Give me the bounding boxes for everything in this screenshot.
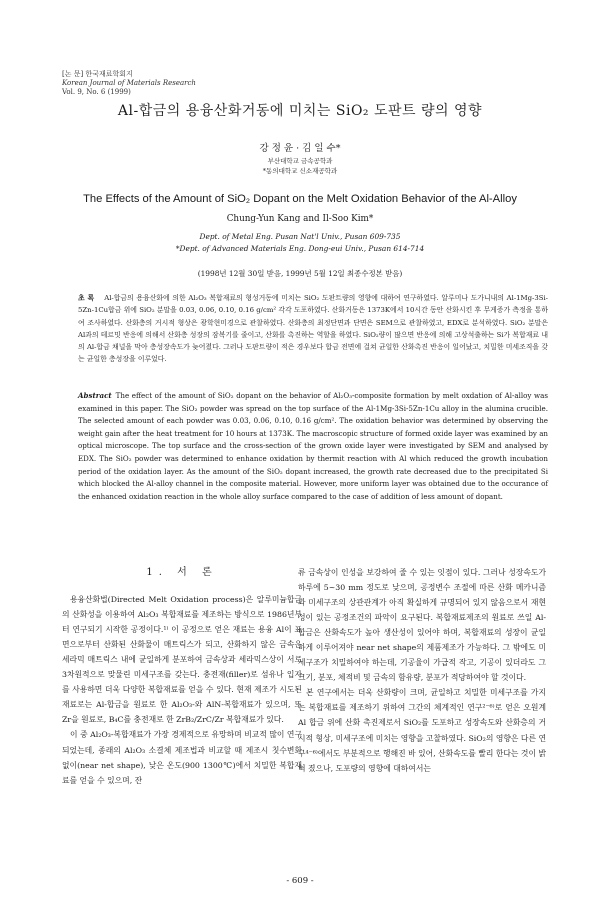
korean-authors: 강 정 윤 · 김 일 수* (259, 143, 341, 154)
english-abstract-text: The effect of the amount of SiO₂ dopant on the behavior of Al₂O₃-composite formation by melt oxdation of Al-alloy was examined in this paper. The SiO₂ powder was spread on the top surface of the Al-1Mg-3Si-5Zn-1Cu alloy in the alumina crucible. The selected amount of each powder was 0.03, 0.06, 0.10, 0.16 g/cm². The oxidation behavior was determined by observing the weight gain after the heat treatment for 10 hours at 1373K. The macroscopic structure of formed oxide layer was examined by an optical microscope. The top surface and the cross-section of the grown oxide layer were investigated by SEM and analysed by EDX. The SiO₂ powder was determined to enhance oxidation by thermit reaction with Al which reduced the growth incubation period of the oxidation layer. As the amount of the SiO₂ dopant increased, the growth rate decreased due to the precipitated Si which blocked the Al-alloy channel in the composite material. However, more uniform layer was obtained due to the occurance of the enhanced oxidation reaction in the whole alloy surface compared to the case of addition of less amount of dopant. (78, 391, 548, 501)
journal-english-name: Korean Journal of Materials Research (62, 79, 196, 87)
korean-affiliation-2: *동의대학교 신소재공학과 (262, 167, 338, 175)
korean-abstract (78, 292, 548, 366)
english-authors: Chung-Yun Kang and Il-Soo Kim* (226, 214, 374, 224)
received-dates: (1998년 12월 30일 받음, 1999년 5월 12일 최종수정본 받음) (197, 269, 403, 278)
body-right-column (298, 565, 546, 776)
korean-title: Al-합금의 용융산화거동에 미치는 SiO₂ 도판트 량의 영향 (117, 103, 483, 119)
journal-korean-name: [논 문] 한국재료학회지 (62, 70, 133, 78)
body-paragraph: 류 금속상이 인성을 보강하여 줄 수 있는 잇점이 있다. 그러나 성장속도가 하루에 5~30 mm 정도로 낮으며, 공정변수 조절에 따른 산화 메카니즘과 미세구조의 상관관계가 아직 확실하게 규명되어 있지 않음으로서 재현성이 있는 공정조건의 파악이 요구된다. 복합재료제조의 원료로 쓰일 Al-합금은 산화속도가 높아 생산성이 있어야 하며, 복합재료의 성장이 균일하게 이루어져야 near net shape의 제품제조가 가능하다. 그 밖에도 미세구조가 치밀하여야 하는데, 기공율이 가급적 작고, 기공이 있더라도 그 크기, 분포, 체적비 및 금속의 함유량, 분포가 적당하여야 할 것이다. (298, 568, 546, 683)
english-affiliation-1: Dept. of Metal Eng. Pusan Nat'l Univ., Pusan 609-735 (199, 232, 401, 241)
korean-abstract-text: Al-합금의 용융산화에 의한 Al₂O₃ 복합재료의 형성거동에 미치는 SiO₂ 도판트량의 영향에 대하여 연구하였다. 알루미나 도가니내의 Al-1Mg-3Si-5Zn-1Cu합금 위에 SiO₂ 분말을 0.03, 0.06, 0.10, 0.16 g/cm² 각각 도포하였다. 산화거동은 1373K에서 10시간 동안 산화시킨 후 무게증가 측정을 통하여 조사하였다. 산화층의 거시적 형상은 광학현미경으로 관찰하였다. 산화층의 최정단면과 단면은 SEM으로 관찰하였고, EDX로 분석하였다. SiO₂ 분말은 Al과의 테르밋 반응에 의해서 산화층 성장의 잠복기를 줄이고, 산화를 촉진하는 역할을 하였다. SiO₂량이 많으면 반응에 의해 고상석출하는 Si가 복합재료 내의 Al-합금 채널을 막아 층성장속도가 늦어졌다. 그러나 도판트량이 적은 경우보다 합금 전면에 걸쳐 균일한 산화촉진 반응이 일어났고, 치밀한 미세조직을 갖는 균일한 층성장을 이루었다. (78, 294, 548, 364)
english-affiliations (0, 231, 600, 255)
page-number: - 609 - (286, 876, 314, 886)
body-paragraph: 이 중 Al₂O₃-복합재료가 가장 경제적으로 유망하며 비교적 많이 연구되었는데, 종래의 Al₂O₃ 소결체 제조법과 비교할 때 제조시 칫수변화 없이(near net shape), 낮은 온도(900 1300℃)에서 치밀한 복합재료를 얻을 수 있으며, 잔 (62, 730, 302, 785)
journal-volume: Vol. 9, No. 6 (1999) (62, 88, 131, 96)
korean-affiliations (0, 156, 600, 176)
english-abstract-label: Abstract (78, 391, 112, 400)
korean-affiliation-1: 부산대학교 금속공학과 (267, 157, 333, 165)
section-heading-introduction: 1. 서 론 (146, 567, 218, 578)
body-paragraph: 용융산화법(Directed Melt Oxidation process)은 알루미늄합금의 산화성을 이용하여 Al₂O₃ 복합재료를 제조하는 방식으로 1986년부터 연구되기 시작한 공정이다.¹⁾ 이 공정으로 얻은 재료는 용융 Al이 표면으로부터 산화된 산화물이 매트릭스가 되고, 산화하지 않은 금속은 세라믹 매트릭스 내에 균일하게 분포하여 금속상과 세라믹스상이 서로 3차원적으로 맞물린 미세구조를 갖는다. 충전재(filler)로 섬유나 입자를 사용하면 더욱 다양한 복합재료를 얻을 수 있다. 현재 제조가 시도된 재료로는 Al-합금을 원료로 한 Al₂O₃-와 AlN-복합재료가 있으며, 또 Zr을 원료로, B₄C를 충전재로 한 ZrB₂/ZrC/Zr 복합재료가 있다. (62, 595, 302, 725)
english-abstract (78, 390, 548, 503)
english-affiliation-2: *Dept. of Advanced Materials Eng. Dong-eui Univ., Pusan 614-714 (175, 244, 425, 253)
english-title: The Effects of the Amount of SiO₂ Dopant on the Melt Oxidation Behavior of the Al-Alloy (83, 193, 517, 205)
journal-header (62, 70, 196, 97)
body-left-column (62, 565, 302, 788)
body-paragraph: 본 연구에서는 더욱 산화량이 크며, 균일하고 치밀한 미세구조를 가지는 복합재료를 제조하기 위하여 그간의 체계적인 연구²⁻⁶⁾로 얻은 오원계 Al 합금 위에 산화 촉진제로서 SiO₂를 도포하고 성장속도와 산화층의 거시적 형상, 미세구조에 미치는 영향을 고찰하였다. SiO₂의 영향은 다른 연구⁴⁻⁶⁾에서도 부분적으로 행해진 바 있어, 산화속도를 빨리 한다는 것이 밝혀 졌으나, 도포량의 영향에 대하여서는 (298, 688, 546, 773)
korean-abstract-label: 초 록 (78, 294, 95, 302)
